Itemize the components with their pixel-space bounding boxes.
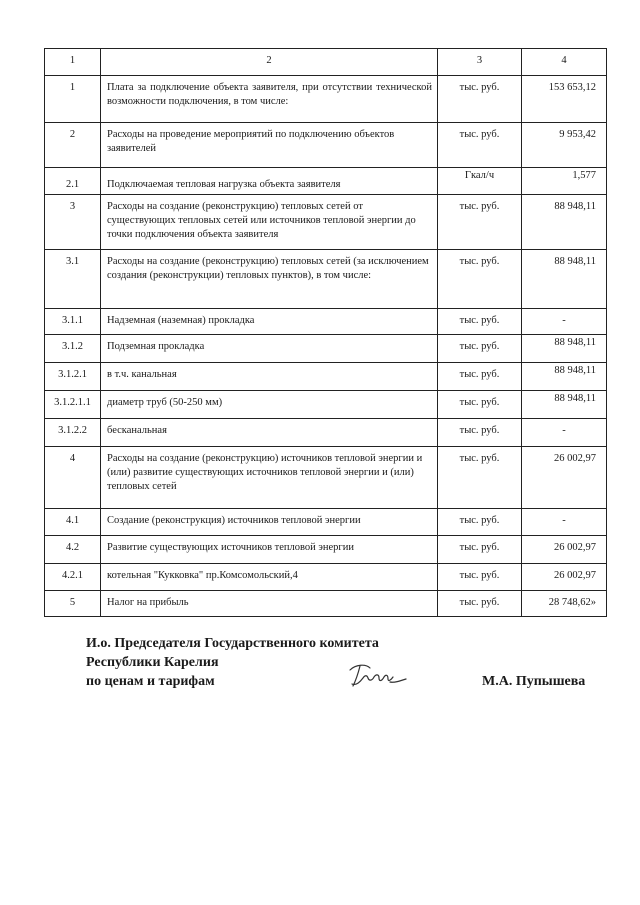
row-description: котельная "Кукковка" пр.Комсомольский,4: [101, 564, 438, 591]
row-description: Расходы на создание (реконструкцию) тепловых сетей (за исключением создания (реконструкции) тепловых пунктов), в том числе:: [101, 250, 438, 309]
row-number: 3.1.1: [45, 309, 101, 335]
column-header: 3: [438, 49, 522, 76]
row-description: Расходы на создание (реконструкцию) тепловых сетей от существующих тепловых сетей или источников тепловой энергии до точки подключения объекта заявителя: [101, 195, 438, 250]
row-value: -: [522, 309, 607, 335]
row-value: -: [522, 509, 607, 536]
row-description: Подземная прокладка: [101, 335, 438, 363]
row-unit: тыс. руб.: [438, 564, 522, 591]
row-description: Плата за подключение объекта заявителя, при отсутствии технической возможности подключения, в том числе:: [101, 76, 438, 123]
row-number: 3.1: [45, 250, 101, 309]
row-value: 88 948,11: [522, 250, 607, 309]
table-row: [45, 195, 607, 250]
row-value: 88 948,11: [522, 195, 607, 250]
row-unit: тыс. руб.: [438, 250, 522, 309]
table-row: [45, 335, 607, 363]
table-row: [45, 419, 607, 447]
table-row: [45, 536, 607, 564]
row-description: Налог на прибыль: [101, 591, 438, 617]
row-number: 2.1: [45, 168, 101, 195]
row-unit: тыс. руб.: [438, 591, 522, 617]
row-value: 26 002,97: [522, 564, 607, 591]
row-description: Создание (реконструкция) источников тепловой энергии: [101, 509, 438, 536]
table-row: [45, 123, 607, 168]
handwritten-signature: [346, 660, 410, 690]
row-description: в т.ч. канальная: [101, 363, 438, 391]
row-value: 88 948,11: [522, 335, 607, 363]
row-number: 3: [45, 195, 101, 250]
row-number: 1: [45, 76, 101, 123]
row-unit: тыс. руб.: [438, 447, 522, 509]
table-row: [45, 509, 607, 536]
table-row: [45, 564, 607, 591]
row-value: 26 002,97: [522, 536, 607, 564]
signatory-title-line-1: И.о. Председателя Государственного комитета: [86, 636, 379, 651]
row-unit: тыс. руб.: [438, 419, 522, 447]
row-number: 4.2: [45, 536, 101, 564]
row-value: 28 748,62»: [522, 591, 607, 617]
row-number: 4.2.1: [45, 564, 101, 591]
signatory-title-line-3: по ценам и тарифам: [86, 674, 215, 689]
row-number: 4.1: [45, 509, 101, 536]
row-description: диаметр труб (50-250 мм): [101, 391, 438, 419]
table-row: [45, 309, 607, 335]
row-unit: тыс. руб.: [438, 335, 522, 363]
row-value: 26 002,97: [522, 447, 607, 509]
column-header: 2: [101, 49, 438, 76]
table-row: [45, 591, 607, 617]
row-value: 88 948,11: [522, 391, 607, 419]
signatory-title-line-2: Республики Карелия: [86, 655, 219, 670]
row-unit: тыс. руб.: [438, 123, 522, 168]
row-number: 3.1.2.1.1: [45, 391, 101, 419]
table-row: [45, 76, 607, 123]
row-number: 3.1.2: [45, 335, 101, 363]
row-description: Расходы на проведение мероприятий по подключению объектов заявителей: [101, 123, 438, 168]
tariff-table: [44, 48, 607, 617]
row-value: 9 953,42: [522, 123, 607, 168]
signatory-name: М.А. Пупышева: [482, 674, 586, 689]
row-number: 3.1.2.2: [45, 419, 101, 447]
row-description: Надземная (наземная) прокладка: [101, 309, 438, 335]
row-unit: Гкал/ч: [438, 168, 522, 195]
table-header-row: [45, 49, 607, 76]
table-row: [45, 391, 607, 419]
table-row: [45, 250, 607, 309]
row-unit: тыс. руб.: [438, 536, 522, 564]
table-row: [45, 168, 607, 195]
column-header: 1: [45, 49, 101, 76]
table-row: [45, 447, 607, 509]
row-unit: тыс. руб.: [438, 76, 522, 123]
row-unit: тыс. руб.: [438, 363, 522, 391]
column-header: 4: [522, 49, 607, 76]
row-description: Развитие существующих источников тепловой энергии: [101, 536, 438, 564]
row-value: 88 948,11: [522, 363, 607, 391]
row-unit: тыс. руб.: [438, 195, 522, 250]
row-number: 4: [45, 447, 101, 509]
row-number: 5: [45, 591, 101, 617]
row-value: 1,577: [522, 168, 607, 195]
row-number: 3.1.2.1: [45, 363, 101, 391]
row-description: Подключаемая тепловая нагрузка объекта заявителя: [101, 168, 438, 195]
row-value: -: [522, 419, 607, 447]
table-row: [45, 363, 607, 391]
row-value: 153 653,12: [522, 76, 607, 123]
row-number: 2: [45, 123, 101, 168]
row-unit: тыс. руб.: [438, 309, 522, 335]
row-description: бесканальная: [101, 419, 438, 447]
row-unit: тыс. руб.: [438, 391, 522, 419]
row-description: Расходы на создание (реконструкцию) источников тепловой энергии и (или) развитие существующих источников тепловой энергии и (или) тепловых сетей: [101, 447, 438, 509]
row-unit: тыс. руб.: [438, 509, 522, 536]
